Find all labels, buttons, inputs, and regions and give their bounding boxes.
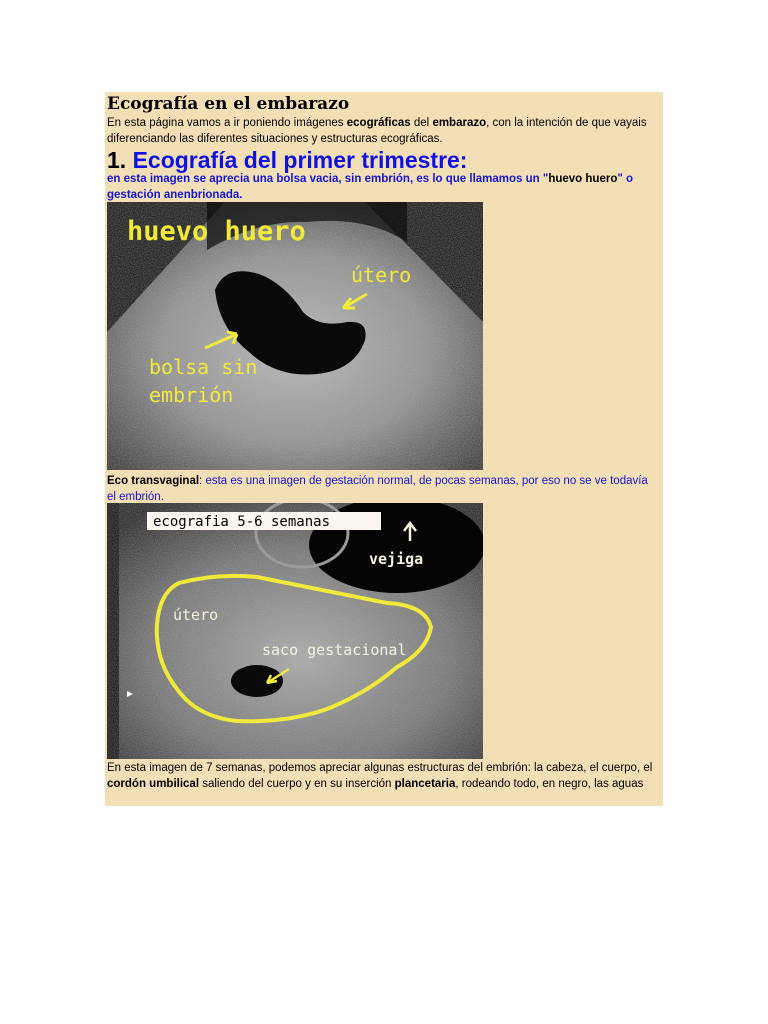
section-heading: 1. Ecografía del primer trimestre: (107, 147, 468, 173)
overlay-title: ecografia 5-6 semanas (153, 514, 331, 530)
caption-huevo-huero: en esta imagen se aprecia una bolsa vacia, sin embrión, es lo que llamamos un "huevo huero" o gestación anenbrionada. (107, 173, 634, 201)
overlay-label-sac: saco gestacional (262, 641, 407, 659)
overlay-label-huevo-huero: huevo huero (127, 216, 306, 247)
overlay-label-sac-line2: embrión (149, 383, 234, 407)
caption-7-semanas: En esta imagen de 7 semanas, podemos apreciar algunas estructuras del embrión: la cabeza, el cuerpo, el cordón umbilical saliendo del cuerpo y en su inserción plancetaria, rodeando todo, en negro, las aguas (107, 762, 653, 790)
ultrasound-image-5-6-semanas (107, 503, 483, 759)
overlay-label-uterus: útero (351, 263, 412, 287)
ultrasound-drawing-1 (107, 202, 483, 470)
overlay-label-bladder: vejiga (369, 550, 424, 568)
intro-paragraph: En esta página vamos a ir poniendo imágenes ecográficas del embarazo, con la intención de que vayais diferenciando las diferentes situaciones y estructuras ecográficas. (107, 117, 647, 145)
ultrasound-drawing-2 (107, 503, 483, 759)
overlay-label-sac-line1: bolsa sin (149, 355, 258, 379)
overlay-label-uterus: útero (173, 606, 219, 624)
caption-transvaginal: Eco transvaginal: esta es una imagen de gestación normal, de pocas semanas, por eso no se ve todavía el embrión. (107, 475, 648, 503)
page-title: Ecografía en el embarazo (107, 94, 350, 114)
ultrasound-image-huevo-huero (107, 202, 483, 470)
